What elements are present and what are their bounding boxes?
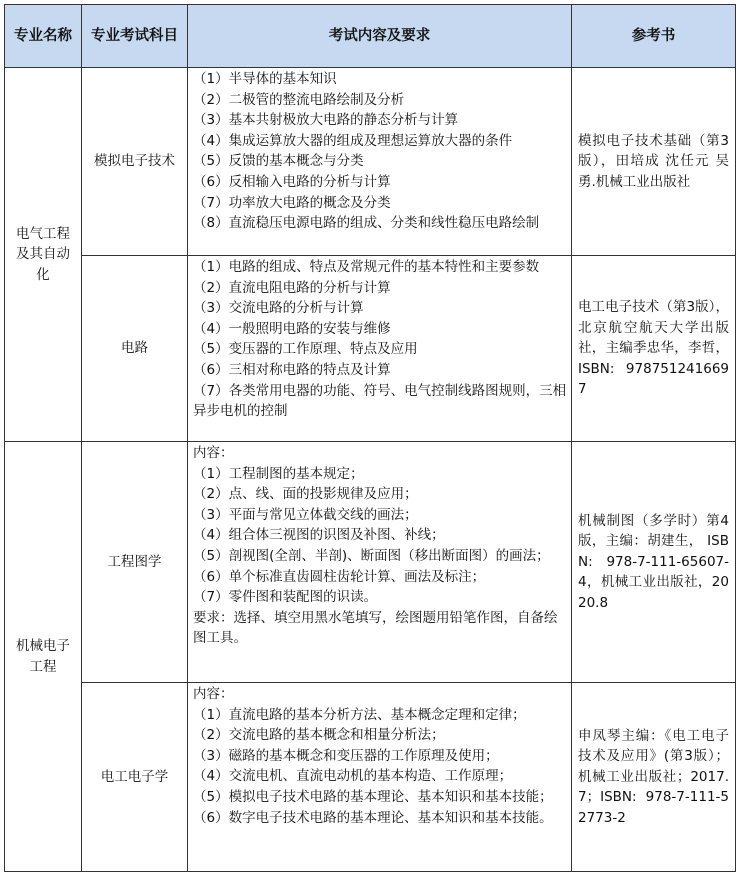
content-line: （7）各类常用电器的功能、符号、电气控制线路图规则，三相异步电机的控制 bbox=[193, 382, 567, 420]
content-line: （3）磁路的基本概念和变压器的工作原理及使用； bbox=[193, 747, 499, 764]
content-line: （6）单个标准直齿圆柱齿轮计算、画法及标注； bbox=[193, 568, 486, 585]
header-content: 考试内容及要求 bbox=[188, 5, 572, 68]
content-line: （4）交流电机、直流电动机的基本构造、工作原理； bbox=[193, 768, 513, 785]
exam-content bbox=[188, 442, 572, 683]
major-name: 机械电子工程 bbox=[5, 442, 82, 872]
content-line: （6）反相输入电路的分析与计算 bbox=[193, 173, 391, 190]
content-line: （7）零件图和装配图的识读。 bbox=[193, 589, 378, 606]
major-name: 电气工程及其自动化 bbox=[5, 68, 82, 442]
content-line: （5）反馈的基本概念与分类 bbox=[193, 153, 364, 170]
header-row bbox=[5, 5, 736, 68]
content-line: （4）一般照明电路的安装与维修 bbox=[193, 320, 391, 337]
content-line: （3）平面与常见立体截交线的画法； bbox=[193, 506, 418, 523]
reference-book: 模拟电子技术基础（第3版），田培成 沈任元 吴勇.机械工业出版社 bbox=[572, 68, 736, 256]
content-line: （7）功率放大电路的概念及分类 bbox=[193, 194, 391, 211]
reference-book: 电工电子技术（第3版），北京航空航天大学出版社，主编季忠华，李哲，ISBN: 9787512416697 bbox=[572, 256, 736, 442]
reference-book: 机械制图（多学时）第4版，主编：胡建生， ISBN: 978-7-111-65607-4，机械工业出版社，2020.8 bbox=[572, 442, 736, 683]
content-line: 要求：选择、填空用黑水笔填写，绘图题用铅笔作图，自备绘图工具。 bbox=[193, 609, 558, 647]
content-line: （5）变压器的工作原理、特点及应用 bbox=[193, 341, 418, 358]
content-line: （1）工程制图的基本规定； bbox=[193, 465, 364, 482]
content-line: （2）直流电阻电路的分析与计算 bbox=[193, 279, 391, 296]
content-line: 内容： bbox=[193, 686, 234, 702]
exam-content bbox=[188, 683, 572, 872]
content-line: （2）二极管的整流电路绘制及分析 bbox=[193, 91, 405, 108]
exam-syllabus-table bbox=[4, 4, 736, 872]
content-line: （4）组合体三视图的识图及补图、补线； bbox=[193, 527, 445, 544]
content-line: （6）三相对称电路的特点及计算 bbox=[193, 361, 391, 378]
subject-name: 模拟电子技术 bbox=[82, 68, 188, 256]
exam-content bbox=[188, 68, 572, 256]
table-row bbox=[5, 683, 736, 872]
header-major: 专业名称 bbox=[5, 5, 82, 68]
table-row bbox=[5, 442, 736, 683]
content-line: （1）电路的组成、特点及常规元件的基本特性和主要参数 bbox=[193, 259, 540, 275]
content-line: （2）交流电路的基本概念和相量分析法； bbox=[193, 727, 445, 744]
subject-name: 工程图学 bbox=[82, 442, 188, 683]
content-line: （2）点、线、面的投影规律及应用； bbox=[193, 486, 418, 503]
subject-name: 电工电子学 bbox=[82, 683, 188, 872]
content-line: （5）剖视图(全剖、半剖)、断面图（移出断面图）的画法； bbox=[193, 547, 550, 564]
reference-book: 申凤琴主编：《电工电子技术及应用》(第3版）；机械工业出版社；2017.7；ISBN: 978-7-111-52773-2 bbox=[572, 683, 736, 872]
content-line: （1）直流电路的基本分析方法、基本概念定理和定律； bbox=[193, 706, 526, 723]
content-line: （3）基本共射极放大电路的静态分析与计算 bbox=[193, 112, 459, 129]
content-line: （3）交流电路的分析与计算 bbox=[193, 300, 364, 317]
table-row bbox=[5, 256, 736, 442]
exam-content bbox=[188, 256, 572, 442]
content-line: 内容： bbox=[193, 445, 234, 461]
header-subject: 专业考试科目 bbox=[82, 5, 188, 68]
content-line: （4）集成运算放大器的组成及理想运算放大器的条件 bbox=[193, 132, 513, 149]
content-line: （5）模拟电子技术电路的基本理论、基本知识和基本技能； bbox=[193, 788, 553, 805]
content-line: （1）半导体的基本知识 bbox=[193, 71, 337, 87]
table-row bbox=[5, 68, 736, 256]
content-line: （8）直流稳压电源电路的组成、分类和线性稳压电路绘制 bbox=[193, 215, 540, 232]
header-reference: 参考书 bbox=[572, 5, 736, 68]
subject-name: 电路 bbox=[82, 256, 188, 442]
content-line: （6）数字电子技术电路的基本理论、基本知识和基本技能。 bbox=[193, 809, 553, 826]
